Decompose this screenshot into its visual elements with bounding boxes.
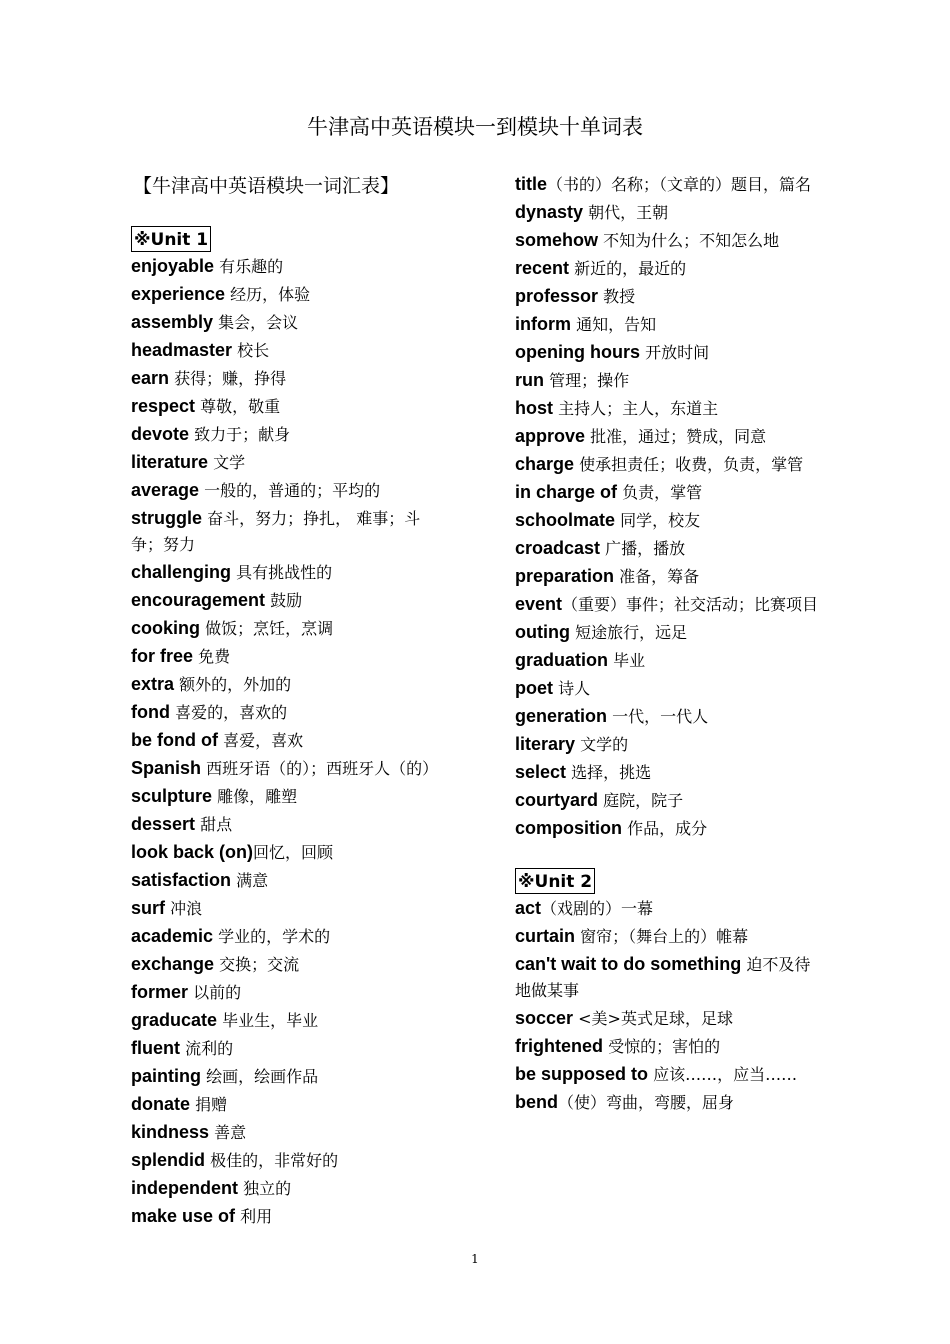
vocab-word: graduation <box>515 650 608 670</box>
vocab-word: dynasty <box>515 202 584 222</box>
vocab-word: extra <box>131 674 175 694</box>
vocab-definition: 不知为什么；不知怎么地 <box>598 231 780 250</box>
vocab-word: poet <box>515 678 553 698</box>
vocab-definition: 善意 <box>209 1123 247 1142</box>
vocab-entry <box>515 676 825 702</box>
vocab-definition: 一代，一代人 <box>607 707 709 726</box>
vocab-definition: <美>英式足球，足球 <box>573 1009 733 1028</box>
vocab-word: average <box>131 480 200 500</box>
vocab-word: academic <box>131 926 214 946</box>
vocab-word: splendid <box>131 1150 206 1170</box>
vocab-definition: 准备，筹备 <box>614 567 700 586</box>
vocab-definition: 同学，校友 <box>615 511 701 530</box>
vocab-definition: 甜点 <box>195 815 233 834</box>
vocab-definition: 尊敬，敬重 <box>195 397 281 416</box>
vocab-entry <box>131 394 441 420</box>
vocab-definition: 文学的 <box>575 735 629 754</box>
vocab-entry <box>131 338 441 364</box>
vocab-word: graducate <box>131 1010 218 1030</box>
vocab-entry <box>131 756 441 782</box>
vocab-definition: 奋斗，努力；挣扎， 难事；斗争；努力 <box>131 509 421 554</box>
vocab-definition: 受惊的；害怕的 <box>603 1037 721 1056</box>
unit-2-heading <box>515 868 825 894</box>
vocab-entry <box>515 536 825 562</box>
vocab-word: professor <box>515 286 599 306</box>
vocab-word: select <box>515 762 567 782</box>
vocab-word: act <box>515 898 542 918</box>
vocab-entry <box>515 312 825 338</box>
vocab-entry <box>515 424 825 450</box>
vocab-entry <box>515 592 825 618</box>
vocab-definition: 教授 <box>598 287 636 306</box>
vocab-word: composition <box>515 818 622 838</box>
vocab-definition: 选择，挑选 <box>566 763 652 782</box>
vocab-entry <box>131 1148 441 1174</box>
vocab-definition: 窗帘；（舞台上的）帷幕 <box>575 927 749 946</box>
vocab-entry <box>131 1176 441 1202</box>
vocab-definition: 利用 <box>235 1207 273 1226</box>
vocab-definition: 鼓励 <box>265 591 303 610</box>
vocab-word: devote <box>131 424 190 444</box>
vocab-word: cooking <box>131 618 201 638</box>
vocab-definition: 流利的 <box>180 1039 234 1058</box>
vocab-word: curtain <box>515 926 576 946</box>
vocab-entry <box>515 396 825 422</box>
vocab-definition: 开放时间 <box>640 343 710 362</box>
vocab-word: encouragement <box>131 590 266 610</box>
vocab-entry <box>131 728 441 754</box>
vocab-word: painting <box>131 1066 201 1086</box>
vocab-definition: 极佳的，非常好的 <box>205 1151 339 1170</box>
vocab-word: make use of <box>131 1206 236 1226</box>
vocab-definition: 主持人；主人，东道主 <box>553 399 719 418</box>
vocab-definition: 西班牙语（的）；西班牙人（的） <box>201 759 439 778</box>
vocab-word: approve <box>515 426 586 446</box>
vocab-word: literary <box>515 734 576 754</box>
vocab-definition: 有乐趣的 <box>214 257 284 276</box>
vocab-word: be supposed to <box>515 1064 649 1084</box>
vocab-definition: 迫不及待地做某事 <box>515 955 811 1000</box>
vocab-word: croadcast <box>515 538 601 558</box>
vocab-word: challenging <box>131 562 232 582</box>
vocab-word: exchange <box>131 954 215 974</box>
vocab-word: somehow <box>515 230 599 250</box>
vocab-entry <box>131 1092 441 1118</box>
vocab-entry <box>515 816 825 842</box>
vocab-definition: 获得；赚，挣得 <box>169 369 287 388</box>
vocab-word: title <box>515 174 548 194</box>
vocab-word: in charge of <box>515 482 618 502</box>
vocab-entry <box>515 452 825 478</box>
unit-1-word-list <box>131 254 441 1230</box>
vocab-word: former <box>131 982 189 1002</box>
vocab-definition: 应该……，应当…… <box>648 1065 798 1084</box>
vocab-definition: 回忆，回顾 <box>253 843 334 862</box>
vocab-entry <box>131 868 441 894</box>
vocab-word: look back (on) <box>131 842 254 862</box>
vocab-word: event <box>515 594 563 614</box>
vocab-entry <box>131 700 441 726</box>
vocab-definition: 以前的 <box>188 983 242 1002</box>
vocab-entry <box>131 812 441 838</box>
vocab-word: host <box>515 398 553 418</box>
vocab-definition: 具有挑战性的 <box>231 563 333 582</box>
vocab-definition: 独立的 <box>238 1179 292 1198</box>
vocab-word: kindness <box>131 1122 210 1142</box>
vocab-definition: 捐赠 <box>190 1095 228 1114</box>
vocab-entry <box>131 616 441 642</box>
vocab-entry <box>515 620 825 646</box>
vocab-word: run <box>515 370 544 390</box>
vocab-word: opening hours <box>515 342 640 362</box>
vocab-definition: （戏剧的）一幕 <box>541 899 654 918</box>
vocab-word: assembly <box>131 312 214 332</box>
vocab-word: preparation <box>515 566 615 586</box>
vocab-entry <box>131 840 441 866</box>
vocab-entry <box>131 896 441 922</box>
vocab-definition: 经历，体验 <box>225 285 311 304</box>
vocab-word: donate <box>131 1094 191 1114</box>
vocab-definition: 交换；交流 <box>214 955 300 974</box>
vocab-definition: 短途旅行，远足 <box>569 623 688 642</box>
vocab-definition: 使承担责任；收费，负责，掌管 <box>574 455 804 474</box>
vocab-definition: 致力于；献身 <box>189 425 291 444</box>
vocab-entry <box>515 480 825 506</box>
vocab-word: can't wait to do something <box>515 954 742 974</box>
vocab-entry <box>515 952 825 1004</box>
vocab-definition: 作品，成分 <box>622 819 708 838</box>
vocab-definition: 喜爱的，喜欢的 <box>169 703 288 722</box>
vocab-entry <box>515 704 825 730</box>
vocab-word: independent <box>131 1178 238 1198</box>
vocab-definition: 新近的，最近的 <box>569 259 687 278</box>
unit-1-word-list-continued <box>515 172 825 842</box>
vocab-entry <box>515 1062 825 1088</box>
vocab-definition: 一般的，普通的；平均的 <box>199 481 381 500</box>
vocab-word: fond <box>131 702 170 722</box>
vocab-word: satisfaction <box>131 870 232 890</box>
vocab-entry <box>131 422 441 448</box>
vocab-entry <box>515 228 825 254</box>
vocab-definition: 通知，告知 <box>571 315 657 334</box>
vocab-entry <box>131 924 441 950</box>
vocab-entry <box>131 1064 441 1090</box>
vocab-word: struggle <box>131 508 203 528</box>
vocab-word: charge <box>515 454 575 474</box>
vocab-entry <box>131 644 441 670</box>
vocab-definition: 广播，播放 <box>600 539 686 558</box>
vocab-entry <box>131 588 441 614</box>
vocab-entry <box>131 784 441 810</box>
vocab-entry <box>515 368 825 394</box>
vocab-entry <box>131 450 441 476</box>
vocab-word: generation <box>515 706 608 726</box>
vocab-entry <box>515 340 825 366</box>
vocab-word: dessert <box>131 814 196 834</box>
vocab-entry <box>131 506 441 558</box>
vocab-entry <box>515 508 825 534</box>
vocab-word: literature <box>131 452 209 472</box>
vocab-word: respect <box>131 396 196 416</box>
vocab-definition: （重要）事件；社交活动；比赛项目 <box>562 595 819 614</box>
vocab-entry <box>515 788 825 814</box>
vocab-definition: 校长 <box>232 341 270 360</box>
vocab-word: sculpture <box>131 786 213 806</box>
vocab-definition: （书的）名称；（文章的）题目，篇名 <box>547 175 812 194</box>
vocab-definition: 学业的，学术的 <box>213 927 331 946</box>
vocab-entry <box>131 478 441 504</box>
vocab-entry <box>515 564 825 590</box>
vocab-word: schoolmate <box>515 510 616 530</box>
vocab-entry <box>515 648 825 674</box>
vocab-entry <box>131 980 441 1006</box>
vocab-entry <box>515 924 825 950</box>
vocab-definition: 毕业 <box>608 651 646 670</box>
vocab-definition: 文学 <box>208 453 246 472</box>
vocab-entry <box>131 254 441 280</box>
vocab-word: surf <box>131 898 166 918</box>
vocab-definition: 绘画，绘画作品 <box>201 1067 319 1086</box>
vocab-entry <box>515 1006 825 1032</box>
vocab-word: earn <box>131 368 170 388</box>
vocab-definition: 喜爱，喜欢 <box>217 731 304 750</box>
vocab-entry <box>515 172 825 198</box>
unit-1-heading <box>131 226 441 252</box>
vocab-definition: 做饭；烹饪，烹调 <box>200 619 334 638</box>
vocab-word: headmaster <box>131 340 233 360</box>
vocab-word: outing <box>515 622 570 642</box>
vocab-word: soccer <box>515 1008 574 1028</box>
unit-1-label: ※Unit 1 <box>131 226 211 252</box>
unit-2-word-list <box>515 896 825 1116</box>
vocab-entry <box>131 560 441 586</box>
vocab-definition: （使）弯曲，弯腰，屈身 <box>558 1093 735 1112</box>
vocab-definition: 管理；操作 <box>544 371 630 390</box>
vocab-entry <box>131 282 441 308</box>
vocab-entry <box>515 284 825 310</box>
vocab-word: for free <box>131 646 194 666</box>
vocab-definition: 负责，掌管 <box>617 483 703 502</box>
vocab-word: recent <box>515 258 570 278</box>
page-title: 牛津高中英语模块一到模块十单词表 <box>307 115 643 139</box>
vocab-word: fluent <box>131 1038 180 1058</box>
vocab-word: courtyard <box>515 790 599 810</box>
vocab-entry <box>515 1090 825 1116</box>
vocab-definition: 免费 <box>193 647 231 666</box>
vocab-word: be fond of <box>131 730 218 750</box>
vocab-definition: 额外的，外加的 <box>174 675 292 694</box>
vocab-definition: 朝代，王朝 <box>583 203 669 222</box>
vocab-entry <box>515 256 825 282</box>
vocab-entry <box>515 200 825 226</box>
vocab-entry <box>131 1036 441 1062</box>
vocab-word: Spanish <box>131 758 202 778</box>
vocab-entry <box>131 1120 441 1146</box>
vocab-definition: 诗人 <box>553 679 591 698</box>
vocab-word: frightened <box>515 1036 603 1056</box>
vocab-definition: 毕业生，毕业 <box>217 1011 319 1030</box>
vocab-definition: 冲浪 <box>165 899 203 918</box>
section-title: 【牛津高中英语模块一词汇表】 <box>133 175 400 197</box>
vocab-definition: 雕像，雕塑 <box>212 787 298 806</box>
vocab-entry <box>131 366 441 392</box>
left-column <box>131 172 441 1232</box>
vocab-word: experience <box>131 284 226 304</box>
page-number: 1 <box>471 1252 479 1266</box>
vocab-definition: 批准，通过；赞成，同意 <box>585 427 767 446</box>
vocab-word: inform <box>515 314 571 334</box>
unit-2-label: ※Unit 2 <box>515 868 595 894</box>
vocab-definition: 庭院，院子 <box>598 791 684 810</box>
vocab-entry <box>515 896 825 922</box>
vocab-definition: 集会，会议 <box>213 313 299 332</box>
vocab-entry <box>131 1204 441 1230</box>
vocab-entry <box>515 1034 825 1060</box>
vocab-word: bend <box>515 1092 558 1112</box>
right-column <box>515 172 825 1118</box>
vocab-entry <box>515 760 825 786</box>
vocab-entry <box>515 732 825 758</box>
vocab-word: enjoyable <box>131 256 215 276</box>
vocab-entry <box>131 672 441 698</box>
vocab-entry <box>131 310 441 336</box>
vocab-entry <box>131 952 441 978</box>
vocab-entry <box>131 1008 441 1034</box>
vocab-definition: 满意 <box>231 871 269 890</box>
